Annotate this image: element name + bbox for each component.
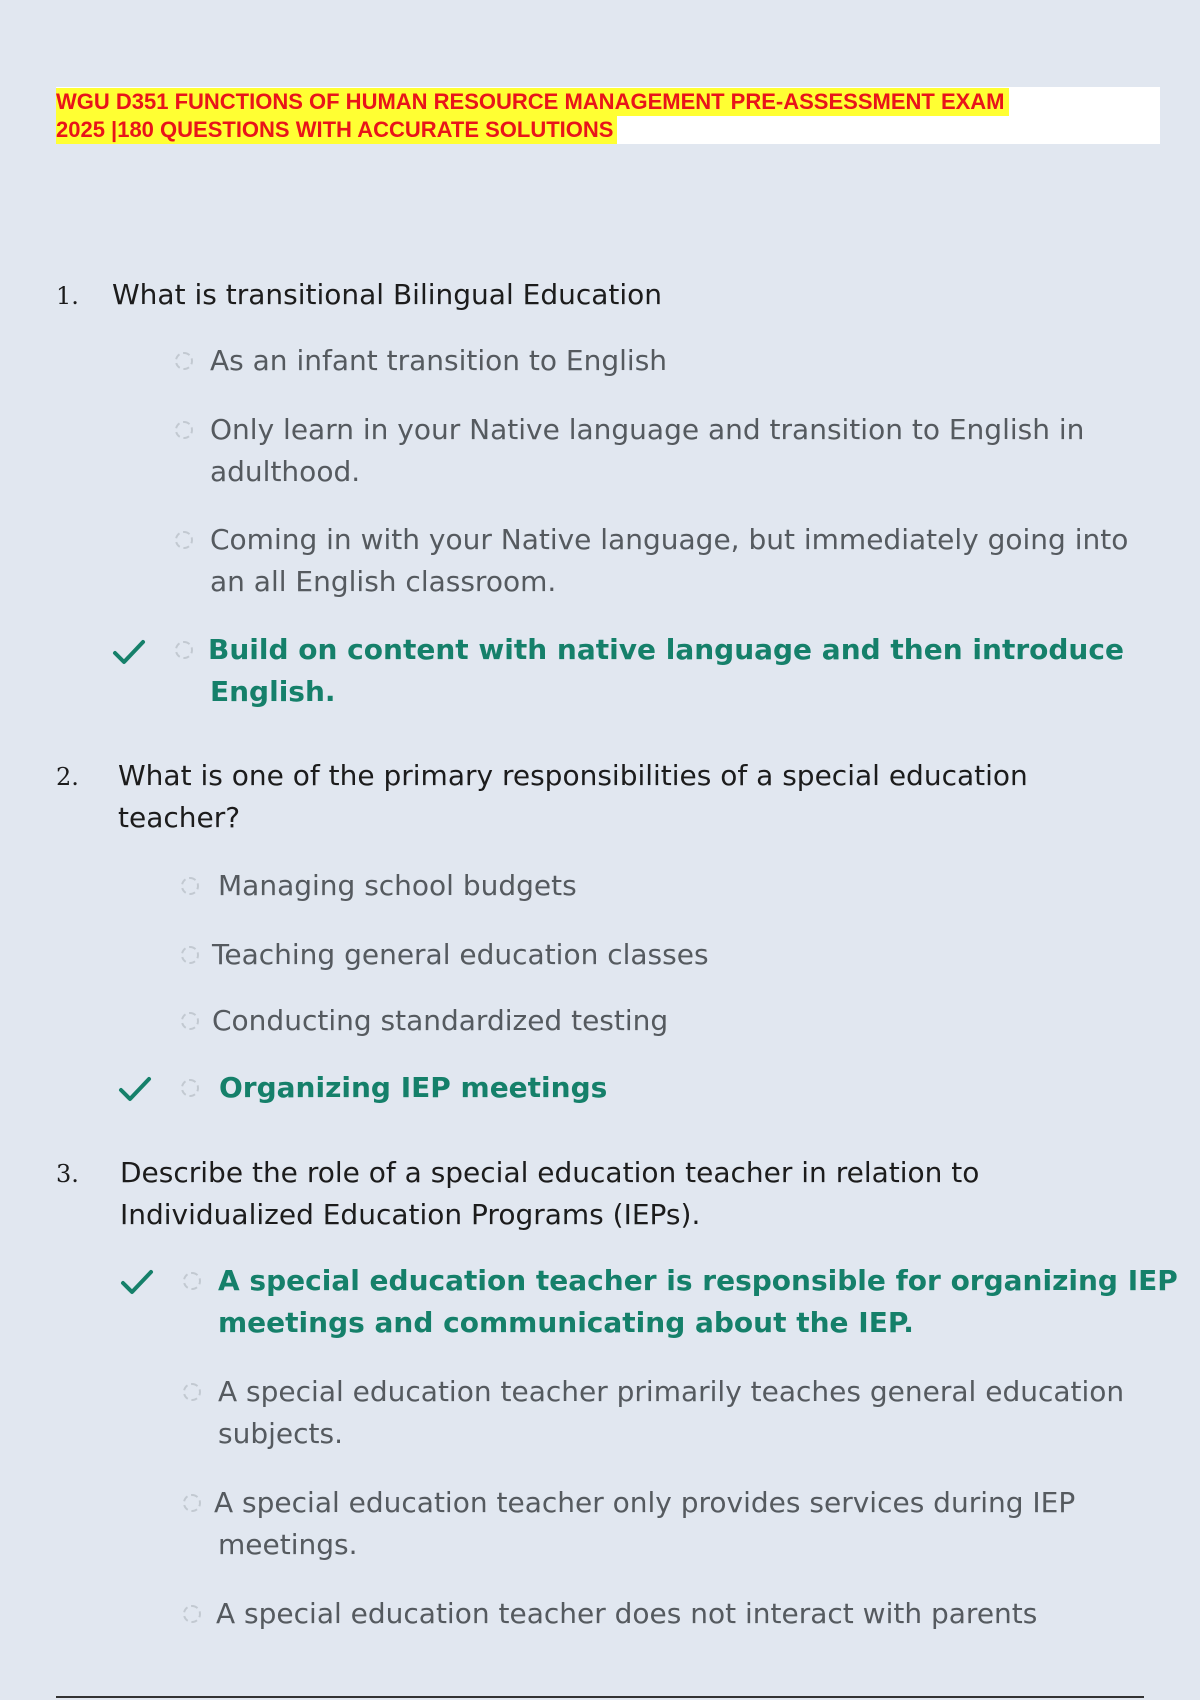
question-1-text: What is transitional Bilingual Education: [112, 278, 663, 311]
question-2-option-3: Conducting standardized testing: [212, 1004, 669, 1037]
question-2-correct-option: Organizing IEP meetings: [219, 1071, 608, 1104]
radio-circle-icon[interactable]: [175, 421, 193, 439]
question-1-option-1: As an infant transition to English: [210, 344, 668, 377]
checkmark-icon: [118, 1074, 152, 1104]
question-1-option-3-line-1: Coming in with your Native language, but immediately going into: [210, 523, 1129, 556]
question-2-number: 2.: [56, 763, 79, 791]
question-3-option-3-line-2: meetings.: [218, 1528, 358, 1561]
question-3-option-2-line-1: A special education teacher primarily teaches general education: [218, 1375, 1125, 1408]
question-3-number: 3.: [56, 1160, 79, 1188]
question-3-option-4: A special education teacher does not interact with parents: [216, 1597, 1038, 1630]
question-3-option-3-line-1: A special education teacher only provides services during IEP: [214, 1486, 1076, 1519]
radio-circle-icon[interactable]: [181, 877, 199, 895]
radio-circle-icon[interactable]: [181, 946, 199, 964]
question-1-option-3-line-2: an all English classroom.: [210, 565, 557, 598]
radio-circle-icon[interactable]: [181, 1012, 199, 1030]
question-1-option-2-line-2: adulthood.: [210, 455, 361, 488]
radio-circle-icon[interactable]: [183, 1605, 201, 1623]
radio-circle-icon[interactable]: [175, 641, 193, 659]
question-3-option-2-line-2: subjects.: [218, 1417, 343, 1450]
question-2-text-line-2: teacher?: [118, 801, 241, 834]
document-title-line-1: WGU D351 FUNCTIONS OF HUMAN RESOURCE MANAGEMENT PRE-ASSESSMENT EXAM: [56, 88, 1009, 116]
radio-circle-icon[interactable]: [183, 1494, 201, 1512]
question-1-correct-option-line-2: English.: [210, 675, 336, 708]
question-3-text-line-1: Describe the role of a special education teacher in relation to: [120, 1156, 980, 1189]
radio-circle-icon[interactable]: [183, 1383, 201, 1401]
radio-circle-icon[interactable]: [175, 531, 193, 549]
question-2-option-1: Managing school budgets: [218, 869, 577, 902]
question-3-correct-option-line-2: meetings and communicating about the IEP.: [218, 1306, 914, 1339]
page-bottom-divider: [56, 1696, 1144, 1698]
document-title-line-2: 2025 |180 QUESTIONS WITH ACCURATE SOLUTIONS: [56, 116, 617, 144]
question-1-correct-option-line-1: Build on content with native language and then introduce: [208, 633, 1124, 666]
radio-circle-icon[interactable]: [181, 1079, 199, 1097]
question-3-text-line-2: Individualized Education Programs (IEPs).: [120, 1198, 701, 1231]
question-3-correct-option-line-1: A special education teacher is responsible for organizing IEP: [218, 1264, 1178, 1297]
radio-circle-icon[interactable]: [175, 352, 193, 370]
checkmark-icon: [112, 637, 146, 667]
question-2-text-line-1: What is one of the primary responsibilities of a special education: [118, 759, 1028, 792]
checkmark-icon: [120, 1267, 154, 1297]
radio-circle-icon[interactable]: [183, 1272, 201, 1290]
question-1-number: 1.: [56, 282, 79, 310]
question-2-option-2: Teaching general education classes: [212, 938, 709, 971]
question-1-option-2-line-1: Only learn in your Native language and transition to English in: [210, 413, 1085, 446]
